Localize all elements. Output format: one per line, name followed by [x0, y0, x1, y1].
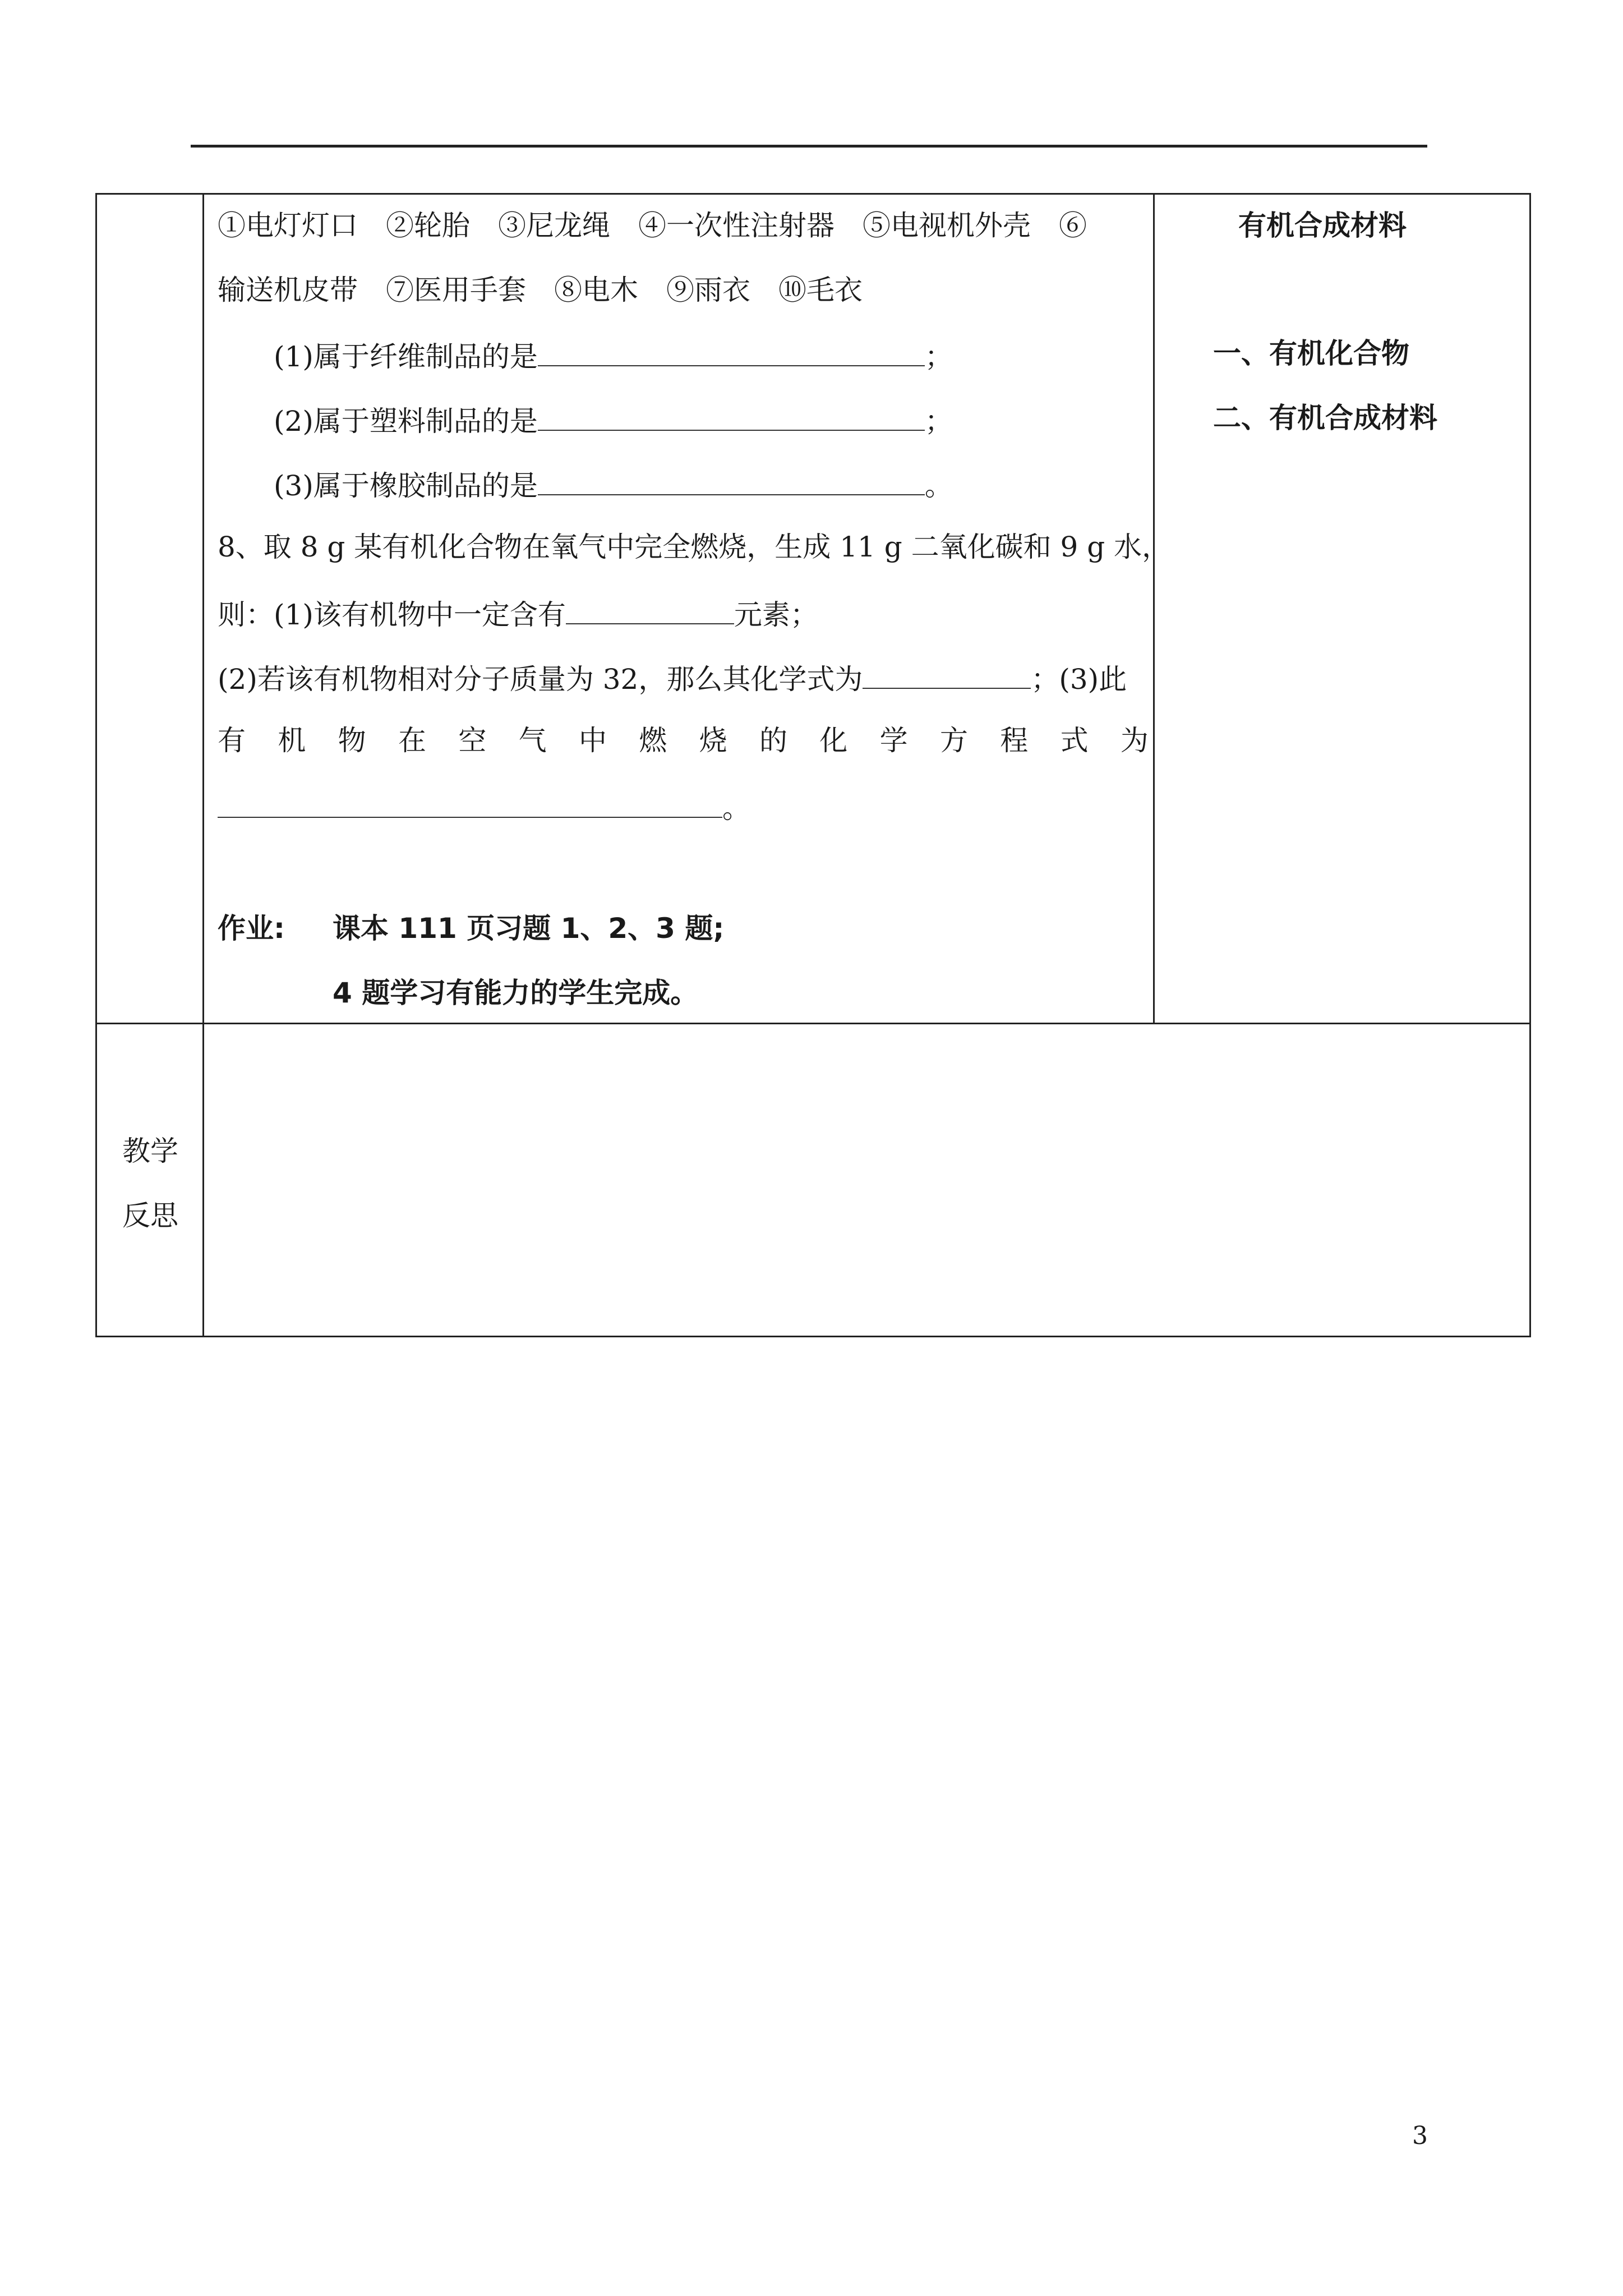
spread-char: 气: [518, 724, 547, 757]
question-fiber-label: (1)属于纤维制品的是: [274, 341, 538, 373]
spread-char: 空: [458, 724, 487, 757]
homework-label: 作业:: [218, 912, 285, 945]
reflection-label-line-1: 教学: [122, 1135, 178, 1167]
answer-blank-fiber[interactable]: [538, 339, 925, 366]
question-8-part-2-text: (2)若该有机物相对分子质量为 32，那么其化学式为: [218, 663, 863, 696]
spread-char: 为: [1120, 724, 1149, 757]
question-rubber-label: (3)属于橡胶制品的是: [274, 470, 538, 502]
spread-char: 机: [278, 724, 306, 757]
items-line-2: 输送机皮带 ⑦医用手套 ⑧电木 ⑨雨衣 ⑩毛衣: [218, 274, 863, 306]
answer-blank-rubber[interactable]: [538, 468, 925, 495]
question-8-line-1: 8、取 8 g 某有机化合物在氧气中完全燃烧，生成 11 g 二氧化碳和 9 g 水，: [218, 531, 1170, 563]
question-plastic-end: ；: [924, 405, 953, 438]
spread-char: 烧: [699, 724, 727, 757]
row-divider: [97, 1023, 1529, 1024]
side-item-synthetic-materials: 二、有机合成材料: [1213, 402, 1437, 434]
reflection-label-line-2: 反思: [122, 1199, 178, 1232]
question-plastic: [274, 404, 953, 438]
question-8-part-1-end: 元素；: [734, 599, 818, 631]
spread-char: 的: [759, 724, 787, 757]
answer-blank-plastic[interactable]: [538, 404, 925, 431]
answer-blank-equation[interactable]: [218, 791, 722, 818]
spread-char: 物: [338, 724, 366, 757]
question-8-line-4: [218, 724, 1149, 757]
answer-blank-elements[interactable]: [566, 597, 734, 624]
reflection-content-area[interactable]: [205, 1025, 1528, 1335]
question-8-line-5: [218, 791, 750, 825]
spread-char: 燃: [639, 724, 667, 757]
question-plastic-label: (2)属于塑料制品的是: [274, 405, 538, 438]
homework-line-1: 课本 111 页习题 1、2、3 题;: [333, 912, 725, 945]
header-rule: [191, 145, 1427, 148]
question-8-part-3-start: ；(3)此: [1031, 663, 1127, 696]
question-fiber-end: ；: [924, 341, 953, 373]
page-number: 3: [1412, 2122, 1428, 2150]
lesson-table: [95, 193, 1531, 1337]
question-8-line-3: [218, 662, 1127, 696]
question-rubber: [274, 468, 953, 500]
spread-char: 化: [819, 724, 848, 757]
answer-blank-formula[interactable]: [863, 662, 1031, 689]
question-rubber-end: 。: [924, 470, 953, 502]
question-8-line-5-end: 。: [722, 792, 750, 825]
spread-char: 方: [939, 724, 968, 757]
left-column-divider: [202, 195, 204, 1336]
spread-char: 式: [1060, 724, 1089, 757]
spread-char: 学: [879, 724, 908, 757]
question-8-part-1-text: 则：(1)该有机物中一定含有: [218, 599, 566, 631]
items-line-1: ①电灯灯口 ②轮胎 ③尼龙绳 ④一次性注射器 ⑤电视机外壳 ⑥: [218, 209, 1087, 242]
homework-line-2: 4 题学习有能力的学生完成。: [333, 977, 699, 1009]
question-fiber: [274, 339, 953, 371]
side-title: 有机合成材料: [1238, 209, 1407, 242]
spread-char: 有: [218, 724, 246, 757]
side-item-organic-compounds: 一、有机化合物: [1213, 337, 1409, 370]
right-column-divider: [1153, 195, 1155, 1024]
spread-char: 程: [1000, 724, 1029, 757]
spread-char: 在: [398, 724, 426, 757]
question-8-line-2: [218, 597, 818, 629]
spread-char: 中: [578, 724, 607, 757]
